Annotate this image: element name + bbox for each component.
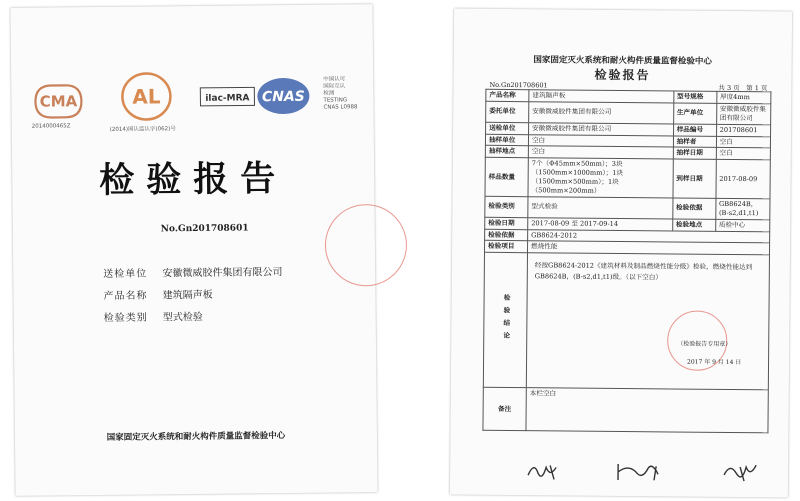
- table-row: 样品数量 7个（Φ45mm×50mm）；3块（1500mm×1000mm）；1块（1500mm×500mm）；1块（500mm×200mm） 到样日期 2017-08-09: [485, 158, 770, 199]
- table-row: 检验依据 GB8624-2012: [485, 229, 770, 243]
- product-label: 产品名称: [103, 290, 148, 302]
- remark-value: 本栏空白: [526, 388, 768, 433]
- cnas-caption: 中国认可 国际互认 检测 TESTING CNAS L0988: [323, 76, 358, 111]
- report-detail-page: [450, 9, 792, 498]
- report-table: [482, 89, 771, 434]
- accreditation-logos: [29, 64, 360, 147]
- table-row: 检验项目 燃烧性能: [484, 241, 769, 255]
- report-title: 检验报告: [594, 67, 651, 83]
- cover-report-number: No.Gn201708601: [160, 223, 249, 235]
- cal-logo: [117, 70, 176, 123]
- handwritten-signatures: [488, 457, 778, 486]
- svg-text:AL: AL: [132, 84, 161, 109]
- cma-code: 2014000465Z: [31, 123, 71, 130]
- table-row: 产品名称 建筑隔声板 型号规格 厚度4mm: [486, 89, 771, 103]
- table-row: 委托单位 安徽微威胶件集团有限公司 生产单位 安徽微威胶件集团有限公司: [486, 101, 771, 124]
- cover-organization: 国家固定灭火系统和耐火构件质量监督检验中心: [106, 431, 286, 443]
- type-value: 型式检验: [162, 311, 203, 324]
- client-label: 送检单位: [103, 268, 148, 280]
- sign-date: 2017 年 9 月 14 日: [687, 358, 742, 367]
- type-label: 检验类别: [103, 312, 148, 324]
- ilac-mra-logo: [199, 81, 255, 112]
- table-row: 送检单位 安徽微威胶件集团有限公司 样品编号 201708601: [486, 122, 771, 136]
- cma-logo: [29, 81, 87, 124]
- remark-row: [483, 388, 768, 433]
- cover-product-row: [103, 286, 212, 302]
- report-cover-page: [10, 4, 377, 496]
- red-seal-stamp: [325, 204, 408, 287]
- cal-caption: (2014)国认监认字(062)号: [109, 126, 176, 133]
- conclusion-label: 检验结论: [501, 293, 511, 345]
- conclusion-text: 经按GB8624-2012《建筑材料及制品燃烧性能分级》检验，燃烧性能达到GB8624B，(B-s2,d1,t1)级。（以下空白）: [534, 261, 753, 282]
- cnas-logo: [255, 75, 319, 118]
- svg-text:ilac-MRA: ilac-MRA: [205, 93, 250, 104]
- seal-caption: （检验报告专用章）: [677, 340, 732, 349]
- report-number: No.Gn201708601: [489, 80, 548, 90]
- product-value: 建筑隔声板: [162, 289, 213, 302]
- remark-label: 备注: [483, 388, 526, 431]
- table-row: 检验类别 型式检验 检验依据 GB8624B，(B-s2,d1,t1): [485, 196, 770, 219]
- cover-title: 检验报告: [99, 158, 288, 201]
- svg-text:CMA: CMA: [39, 92, 78, 111]
- client-value: 安徽微威胶件集团有限公司: [162, 267, 283, 280]
- svg-text:CNAS: CNAS: [261, 88, 305, 106]
- table-row: 抽样单位 空白 抽样者 空白: [485, 134, 770, 148]
- conclusion-row: [483, 253, 769, 390]
- cover-type-row: [104, 308, 203, 324]
- cover-client-row: [103, 263, 282, 280]
- page-indicator: 共 3 页 第 1 页: [718, 83, 768, 93]
- table-row: 检验日期 2017-08-09 至 2017-09-14 检验地点 质检中心: [485, 217, 770, 231]
- report-organization: 国家固定灭火系统和耐火构件质量监督检验中心: [533, 55, 712, 67]
- table-row: 抽样地点 空白 抽样日期 空白: [485, 146, 770, 160]
